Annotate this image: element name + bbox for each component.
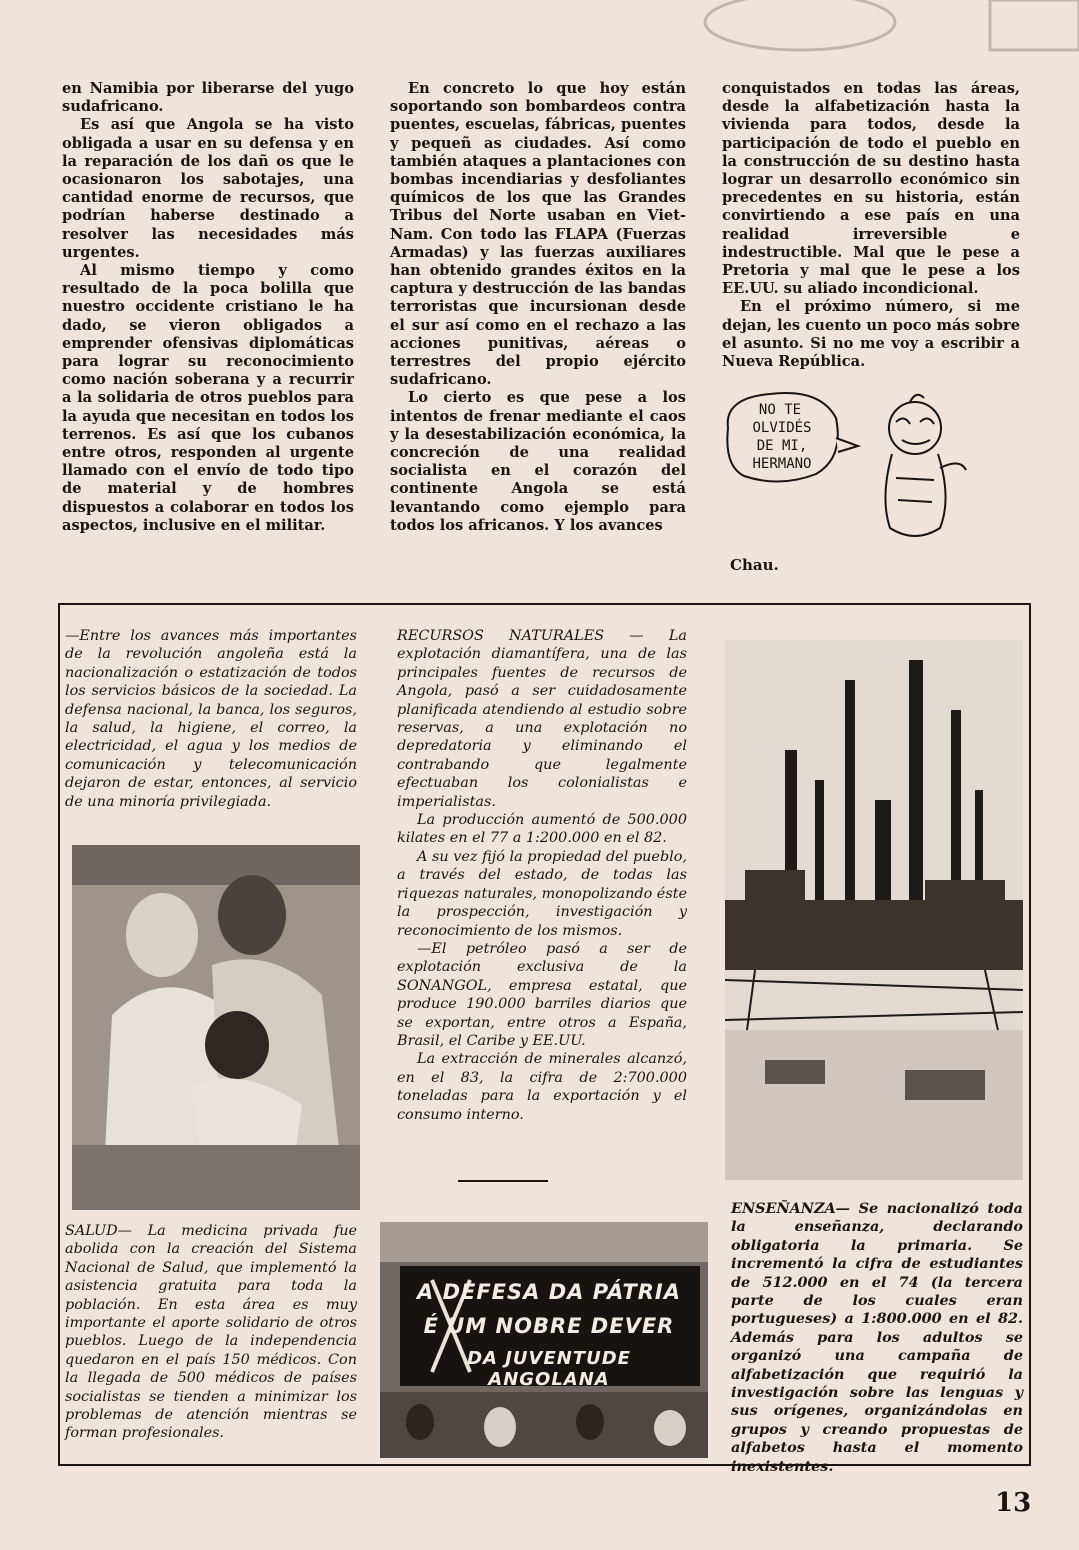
bubble-line-4: HERMANO <box>752 456 812 472</box>
bubble-line-3: DE MI, <box>756 438 808 454</box>
ensenanza-text: Se nacionalizó toda la enseñanza, declarando obligatoria la primaria. Se incrementó la cifra de estudiantes de 512.000 en el 74 (la tercera parte de los cuales eran portugueses) a 1:800.000 en el 82. Además para los adultos se organizó una campaña de alfabetización que requirió la investigación sobre las lenguas y sus orígenes, organizándolas en grupos y creando propuestas de alfabetos hasta el momento inexistentes. <box>731 1200 1023 1475</box>
paragraph: A su vez fijó la propiedad del pueblo, a través del estado, de todas las riquezas naturales, monopolizando éste la prospección, investigación y reconocimiento de los mismos. <box>397 848 688 939</box>
paragraph: Lo cierto es que pese a los intentos de frenar mediante el caos y la desestabilización económica, la concreción de una realidad socialista en el corazón del continente Angola se está levantando como ejemplo para todos los africanos. Y los avances <box>390 389 686 534</box>
banner-line-3: DA JUVENTUDE ANGOLANA <box>467 1348 631 1390</box>
banner-line-2: É UM NOBRE DEVER <box>423 1314 675 1338</box>
paragraph: La explotación diamantífera, una de las principales fuentes de recursos de Angola, pasó a ser cuidadosamente planificada atendiendo al estudio sobre reservas, a una explotación no depredatoria y eliminando el contrabando que legalmente efectuaban los colonialistas e imperialistas. <box>397 628 687 810</box>
paragraph: Al mismo tiempo y como resultado de la poca bolilla que nuestro occidente cristiano le ha dado, se vieron obligados a emprender ofensivas diplomáticas para lograr su reconocimiento como nación soberana y a recurrir a la solidaria de otros pueblos para la ayuda que necesitan en todos los terrenos. Es así que los cubanos entre otros, responden al urgente llamado con el envío de todo tipo de material y de hombres dispuestos a colaborar en todos los aspectos, inclusive en el militar. <box>62 262 354 534</box>
banner-line-1: A DEFESA DA PÁTRIA <box>417 1280 681 1304</box>
article-column-1 <box>62 80 354 535</box>
intro-text: —Entre los avances más importantes de la revolución angoleña está la nacionalización o estatización de todos los servicios básicos de la sociedad. La defensa nacional, la banca, los seguros, la salud, la higiene, el correo, la electricidad, el agua y los medios de comunicación y telecomunicación dejaron de estar, entonces, al servicio de una minoría privilegiada. <box>65 628 357 810</box>
bubble-line-1: NO TE <box>758 402 802 418</box>
bubble-line-2: OLVIDÉS <box>752 420 812 436</box>
paragraph: Es así que Angola se ha visto obligada a usar en su defensa y en la reparación de los dañ os que le ocasionaron los sabotajes, una cantidad enorme de recursos, que podrían haberse destinado a resolver las necesidades más urgentes. <box>62 116 354 261</box>
page-number: 13 <box>995 1488 1032 1518</box>
article-column-2 <box>390 80 686 535</box>
paragraph: La extracción de minerales alcanzó, en el 83, la cifra de 2:700.000 toneladas para la exportación y el consumo interno. <box>397 1051 687 1123</box>
paragraph: La producción aumentó de 500.000 kilates en el 77 a 1:200.000 en el 82. <box>397 812 687 847</box>
character-figure <box>885 395 966 536</box>
bleed-through-header <box>690 0 1079 58</box>
ensenanza-caption <box>731 1200 1023 1476</box>
article-column-3 <box>722 80 1020 371</box>
banner-photo <box>380 1222 708 1458</box>
salud-heading: SALUD— <box>65 1223 133 1239</box>
recursos-heading: RECURSOS NATURALES — <box>397 628 644 644</box>
paragraph: conquistados en todas las áreas, desde la alfabetización hasta la vivienda para todos, desde la participación de todo el pueblo en la construcción de su destino hasta lograr un desarrollo económico sin precedentes en su historia, están convirtiendo a ese país en una realidad irreversible e indestructible. Mal que le pese a Pretoria y mal que le pese a los EE.UU. su aliado incondicional. <box>722 80 1020 298</box>
refinery-photo <box>725 640 1023 1180</box>
health-photo <box>72 845 360 1210</box>
divider-rule <box>458 1180 548 1182</box>
paragraph: En concreto lo que hoy están soportando son bombardeos contra puentes, escuelas, fábricas, puentes y pequeñ as ciudades. Así como también ataques a plantaciones con bombas incendiarias y desfoliantes químicos de los que las Grandes Tribus del Norte usaban en Viet-Nam. Con todo las FLAPA (Fuerzas Armadas) y las fuerzas auxiliares han obtenido grandes éxitos en la captura y destrucción de las bandas terroristas que incursionan desde el sur así como en el rechazo a las acciones punitivas, aéreas o terrestres del propio ejército sudafricano. <box>390 80 686 389</box>
cartoon-illustration <box>720 388 1010 548</box>
signoff: Chau. <box>730 556 779 574</box>
paragraph: en Namibia por liberarse del yugo sudafricano. <box>62 80 354 116</box>
salud-caption <box>65 1222 357 1443</box>
recursos-caption <box>397 627 687 1124</box>
salud-text: La medicina privada fue abolida con la creación del Sistema Nacional de Salud, que implementó la asistencia gratuita para toda la población. En esta área es muy importante el aporte solidario de otros pueblos. Luego de la independencia quedaron en el país 150 médicos. Con la llegada de 500 médicos de países socialistas se tienden a minimizar los problemas de atención mientras se forman profesionales. <box>65 1223 357 1442</box>
paragraph: —El petróleo pasó a ser de explotación exclusiva de la SONANGOL, empresa estatal, que produce 190.000 barriles diarios que se exportan, entre otros a España, Brasil, el Caribe y EE.UU. <box>397 940 687 1049</box>
paragraph: En el próximo número, si me dejan, les cuento un poco más sobre el asunto. Si no me voy a escribir a Nueva República. <box>722 298 1020 371</box>
ensenanza-heading: ENSEÑANZA— <box>731 1200 851 1217</box>
intro-caption <box>65 627 357 811</box>
